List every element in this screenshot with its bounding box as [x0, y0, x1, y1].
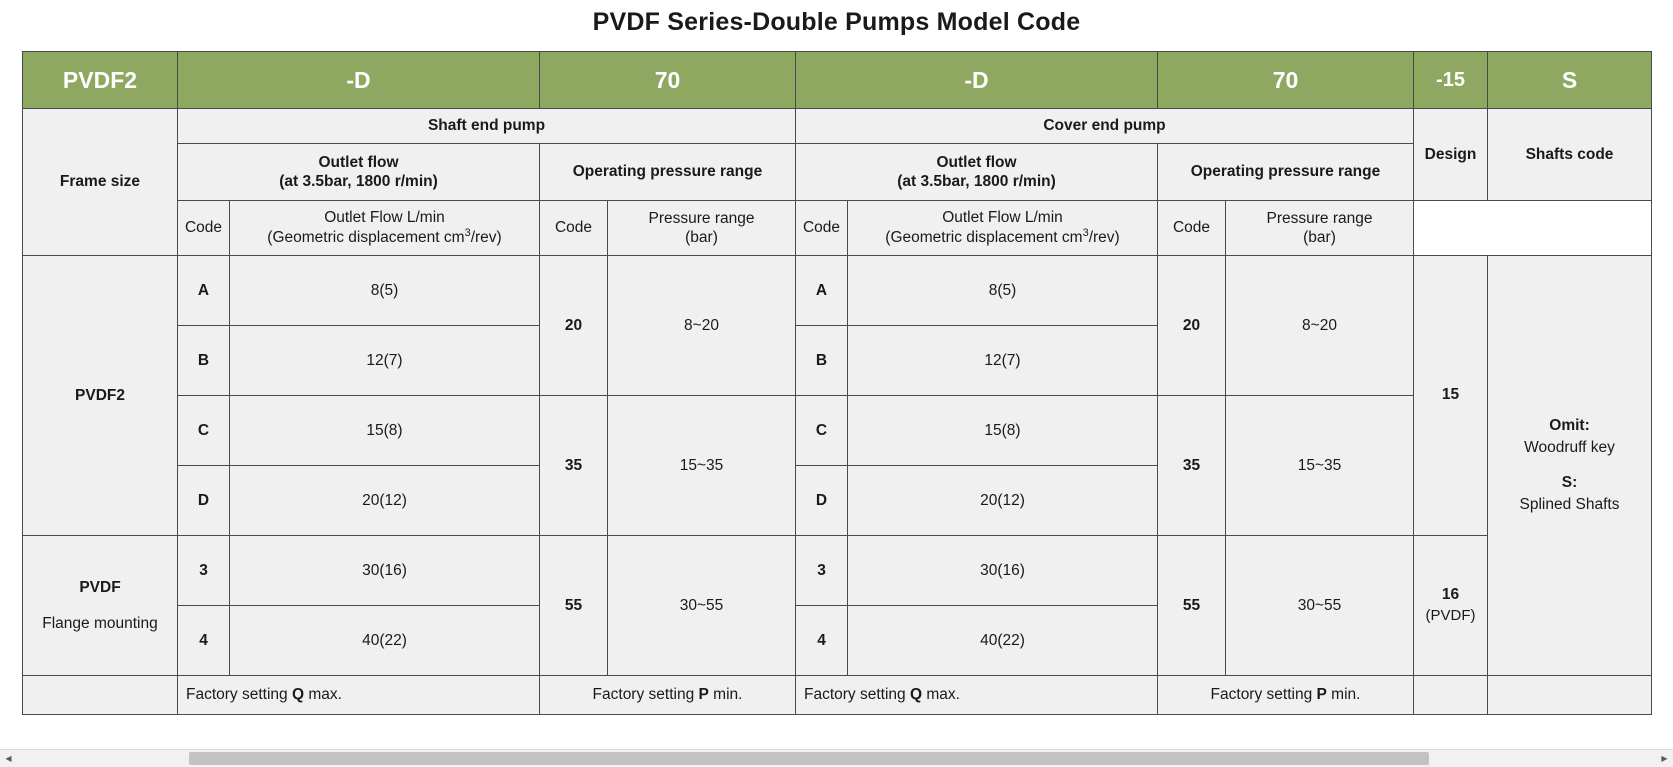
cover-flow-code-4: 3: [796, 536, 848, 606]
shaft-press-range-1: 15~35: [608, 396, 796, 536]
press-unit-line1-2: Pressure range: [1266, 209, 1373, 227]
horizontal-scrollbar[interactable]: [0, 749, 1673, 767]
footer-shaft-p-min: Factory setting P min.: [540, 676, 796, 715]
design-value-0: 15: [1414, 256, 1488, 536]
flow-unit-line1-2: Outlet Flow L/min: [942, 209, 1063, 227]
shaft-flow-value-4: 30(16): [230, 536, 540, 606]
flow-unit-sup: 3: [464, 227, 471, 240]
shaft-flow-code-1: B: [178, 326, 230, 396]
cover-press-code-2: 55: [1158, 536, 1226, 676]
shaft-flow-value-1: 12(7): [230, 326, 540, 396]
code-frame: PVDF2: [23, 52, 178, 109]
cover-flow-code-1: B: [796, 326, 848, 396]
code-shafts: S: [1488, 52, 1652, 109]
outlet-flow-line2: (at 3.5bar, 1800 r/min): [279, 173, 438, 190]
header-design: Design: [1414, 109, 1488, 201]
press-unit-line1: Pressure range: [648, 209, 755, 227]
outlet-flow-line2-2: (at 3.5bar, 1800 r/min): [897, 173, 1056, 190]
cover-flow-value-1: 12(7): [848, 326, 1158, 396]
shafts-s-value: Splined Shafts: [1519, 495, 1620, 513]
frame-name-pvdf2: PVDF2: [23, 256, 178, 536]
table-row: [23, 536, 1652, 606]
header-shaft-press-unit: [608, 201, 796, 256]
footer-spacer: [23, 676, 178, 715]
cover-flow-code-2: C: [796, 396, 848, 466]
page-title: PVDF Series-Double Pumps Model Code: [592, 8, 1081, 36]
design-value: 16: [1441, 586, 1460, 604]
shaft-press-range-0: 8~20: [608, 256, 796, 396]
header-shafts-code: Shafts code: [1488, 109, 1652, 201]
group-header-row: [23, 109, 1652, 144]
model-code-table-container: [0, 51, 1673, 715]
header-cover-end-pump: Cover end pump: [796, 109, 1414, 144]
flow-unit-line2b-2: /rev): [1088, 229, 1120, 247]
shaft-press-code-0: 20: [540, 256, 608, 396]
model-code-row: [23, 52, 1652, 109]
shaft-flow-value-0: 8(5): [230, 256, 540, 326]
shaft-press-code-2: 55: [540, 536, 608, 676]
flow-unit-line2b: /rev): [470, 229, 502, 247]
right-arrow-icon[interactable]: ▶: [1661, 754, 1668, 763]
press-unit-line2-2: (bar): [1303, 229, 1336, 246]
cover-flow-value-4: 30(16): [848, 536, 1158, 606]
table-row: [23, 396, 1652, 466]
header-frame-size: Frame size: [23, 109, 178, 256]
header-cover-press-unit: [1226, 201, 1414, 256]
code-cover-end-pressure: 70: [1158, 52, 1414, 109]
header-cover-code: Code: [796, 201, 848, 256]
shaft-press-range-2: 30~55: [608, 536, 796, 676]
cover-press-code-1: 35: [1158, 396, 1226, 536]
code-shaft-end-flow: -D: [178, 52, 540, 109]
code-shaft-end-pressure: 70: [540, 52, 796, 109]
header-shaft-flow-unit: [230, 201, 540, 256]
cover-press-range-0: 8~20: [1226, 256, 1414, 396]
shaft-flow-code-3: D: [178, 466, 230, 536]
frame-name-pvdf: [23, 536, 178, 676]
press-unit-line2: (bar): [685, 229, 718, 246]
header-shaft-pressure-range: Operating pressure range: [540, 144, 796, 201]
spacer: [1492, 460, 1647, 472]
design-value-sub: (PVDF): [1425, 606, 1476, 624]
shaft-flow-code-0: A: [178, 256, 230, 326]
flow-unit-line2a: (Geometric displacement cm: [267, 229, 465, 247]
flow-unit-sup-2: 3: [1082, 227, 1089, 240]
flow-unit-line2a-2: (Geometric displacement cm: [885, 229, 1083, 247]
header-cover-press-code: Code: [1158, 201, 1226, 256]
footer-shafts-empty: [1488, 676, 1652, 715]
model-code-table: [22, 51, 1652, 715]
cover-flow-value-0: 8(5): [848, 256, 1158, 326]
header-shaft-outlet-flow: [178, 144, 540, 201]
outlet-flow-line1-2: Outlet flow: [936, 153, 1017, 171]
shaft-flow-value-3: 20(12): [230, 466, 540, 536]
column-header-row: [23, 201, 1652, 256]
header-cover-flow-unit: [848, 201, 1158, 256]
scrollbar-track[interactable]: [17, 750, 1656, 767]
footer-cover-q-max: Factory setting Q max.: [796, 676, 1158, 715]
left-arrow-icon[interactable]: ◀: [5, 754, 12, 763]
cover-flow-value-3: 20(12): [848, 466, 1158, 536]
code-design: -15: [1414, 52, 1488, 109]
cover-press-code-0: 20: [1158, 256, 1226, 396]
table-row: [23, 256, 1652, 326]
frame-name: PVDF: [79, 578, 121, 596]
shafts-omit-label: Omit:: [1549, 416, 1590, 434]
frame-note: Flange mounting: [42, 614, 158, 632]
flow-unit-line1: Outlet Flow L/min: [324, 209, 445, 227]
sub-header-row: [23, 144, 1652, 201]
shafts-s-label: S:: [1561, 473, 1578, 491]
shaft-press-code-1: 35: [540, 396, 608, 536]
shafts-omit-value: Woodruff key: [1524, 439, 1615, 457]
cover-flow-code-5: 4: [796, 606, 848, 676]
footer-row: [23, 676, 1652, 715]
cover-flow-value-5: 40(22): [848, 606, 1158, 676]
shaft-flow-value-5: 40(22): [230, 606, 540, 676]
code-cover-end-flow: -D: [796, 52, 1158, 109]
scrollbar-thumb[interactable]: [189, 752, 1429, 765]
shaft-flow-code-2: C: [178, 396, 230, 466]
footer-shaft-q-max: Factory setting Q max.: [178, 676, 540, 715]
cover-flow-code-0: A: [796, 256, 848, 326]
header-cover-pressure-range: Operating pressure range: [1158, 144, 1414, 201]
header-shaft-press-code: Code: [540, 201, 608, 256]
cover-press-range-2: 30~55: [1226, 536, 1414, 676]
footer-design-empty: [1414, 676, 1488, 715]
cover-press-range-1: 15~35: [1226, 396, 1414, 536]
cover-flow-code-3: D: [796, 466, 848, 536]
shaft-flow-code-4: 3: [178, 536, 230, 606]
footer-cover-p-min: Factory setting P min.: [1158, 676, 1414, 715]
shaft-flow-value-2: 15(8): [230, 396, 540, 466]
outlet-flow-line1: Outlet flow: [318, 153, 399, 171]
shafts-code-cell: [1488, 256, 1652, 676]
shaft-flow-code-5: 4: [178, 606, 230, 676]
header-cover-outlet-flow: [796, 144, 1158, 201]
design-value-1: [1414, 536, 1488, 676]
header-shaft-end-pump: Shaft end pump: [178, 109, 796, 144]
header-shaft-code: Code: [178, 201, 230, 256]
cover-flow-value-2: 15(8): [848, 396, 1158, 466]
